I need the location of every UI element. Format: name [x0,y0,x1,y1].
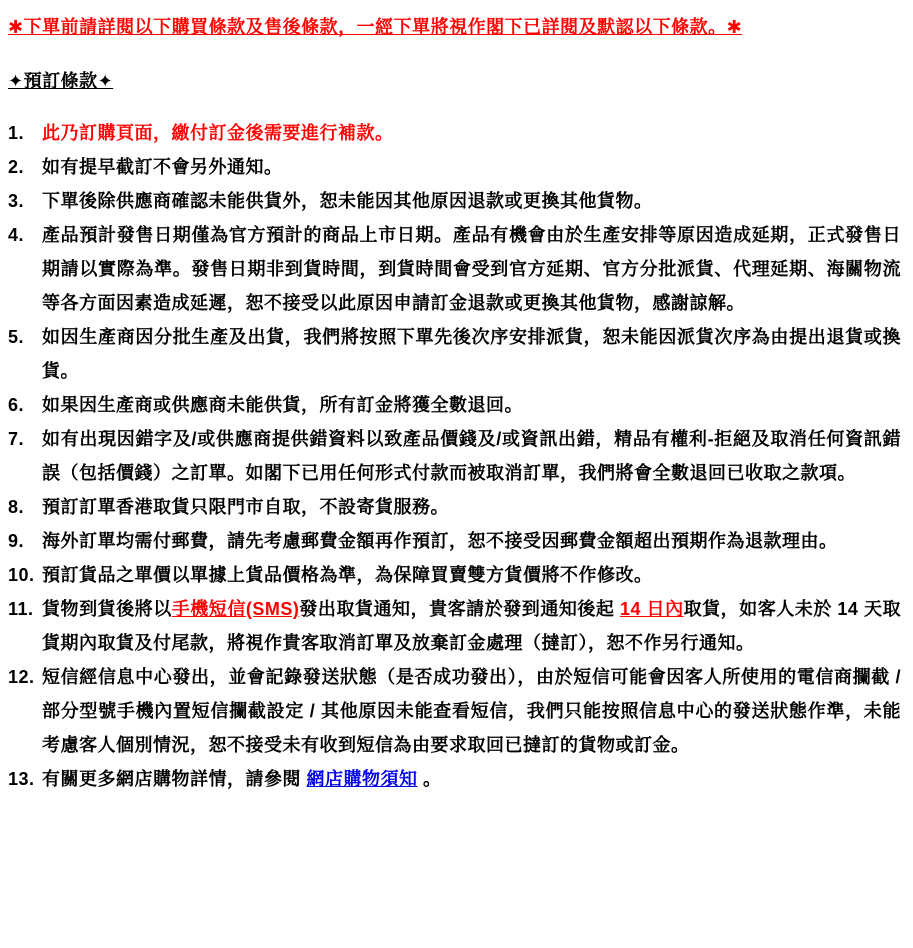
term-item-11 [8,592,901,660]
term-text [42,667,901,755]
term-text [42,769,442,789]
term-item-3 [8,184,901,218]
term-number: 10. [8,565,35,585]
text-run: 發出取貨通知，貴客請於發到通知後起 [299,599,620,619]
term-item-9 [8,524,901,558]
term-number: 6. [8,395,25,415]
text-run: 手機短信(SMS) [171,599,300,619]
text-run: 此乃訂購頁面，繳付訂金後需要進行補款。 [42,123,394,143]
term-text [42,599,901,653]
term-number: 12. [8,667,35,687]
term-number: 3. [8,191,25,211]
term-number: 2. [8,157,25,177]
term-text [42,225,901,313]
term-item-7 [8,422,901,490]
section-header-preorder-terms: ✦預訂條款✦ [8,71,114,91]
term-text [42,191,653,211]
text-run: 下單後除供應商確認未能供貨外，恕未能因其他原因退款或更換其他貨物。 [42,191,653,211]
term-text [42,497,449,517]
term-number: 8. [8,497,25,517]
term-number: 11. [8,599,34,619]
text-run: 如有出現因錯字及/或供應商提供錯資料以致產品價錢及/或資訊出錯，精品有權利-拒絕及取消任何資訊錯誤（包括價錢）之訂單。如閣下已用任何形式付款而被取消訂單，我們將會全數退回已收取之款項。 [42,429,901,483]
term-number: 5. [8,327,25,347]
text-run: 貨物到貨後將以 [42,599,172,619]
term-item-10 [8,558,901,592]
term-text [42,565,653,585]
text-run: 如因生產商因分批生產及出貨，我們將按照下單先後次序安排派貨，恕未能因派貨次序為由提出退貨或換貨。 [42,327,901,381]
text-run: 如果因生產商或供應商未能供貨，所有訂金將獲全數退回。 [42,395,523,415]
term-text [42,531,838,551]
term-text [42,327,901,381]
term-item-8 [8,490,901,524]
text-run: 產品預計發售日期僅為官方預計的商品上市日期。產品有機會由於生產安排等原因造成延期，正式發售日期請以實際為準。發售日期非到貨時間，到貨時間會受到官方延期、官方分批派貨、代理延期、海關物流等各方面因素造成延遲，恕不接受以此原因申請訂金退款或更換其他貨物，感謝諒解。 [42,225,901,313]
text-run: 。 [417,769,442,789]
text-run: 海外訂單均需付郵費，請先考慮郵費金額再作預訂，恕不接受因郵費金額超出預期作為退款理由。 [42,531,838,551]
term-text [42,157,283,177]
text-run: 有關更多網店購物詳情，請參閱 [42,769,307,789]
term-text [42,429,901,483]
term-number: 7. [8,429,25,449]
shop-guide-link[interactable]: 網店購物須知 [306,769,418,789]
text-run: 14 日內 [619,599,684,619]
text-run: 預訂貨品之單價以單據上貨品價格為準，為保障買賣雙方貨價將不作修改。 [42,565,653,585]
text-run: 預訂訂單香港取貨只限門市自取，不設寄貨服務。 [42,497,449,517]
term-number: 1. [8,123,25,143]
text-run: 如有提早截訂不會另外通知。 [42,157,283,177]
term-text [42,123,394,143]
term-number: 13. [8,769,35,789]
term-text [42,395,523,415]
term-item-13 [8,762,901,796]
text-run: 短信經信息中心發出，並會記錄發送狀態（是否成功發出），由於短信可能會因客人所使用的電信商攔截 / 部分型號手機內置短信攔截設定 / 其他原因未能查看短信，我們只能按照信息中心的發送狀態作準，未能考慮客人個別情況，恕不接受未有收到短信為由要求取回已撻訂的貨物或訂金。 [42,667,901,755]
term-number: 4. [8,225,25,245]
term-item-12 [8,660,901,762]
page-title: ✱下單前請詳閱以下購買條款及售後條款，一經下單將視作閣下已詳閱及默認以下條款。✱ [8,17,743,37]
term-item-1 [8,116,901,150]
terms-list [8,116,901,796]
text-run: 取貨，如客人未於 14 天取貨期內取貨及付尾款，將視作貴客取消訂單及放棄訂金處理（撻訂），恕不作另行通知。 [42,599,901,653]
term-number: 9. [8,531,25,551]
term-item-5 [8,320,901,388]
term-item-4 [8,218,901,320]
term-item-6 [8,388,901,422]
term-item-2 [8,150,901,184]
